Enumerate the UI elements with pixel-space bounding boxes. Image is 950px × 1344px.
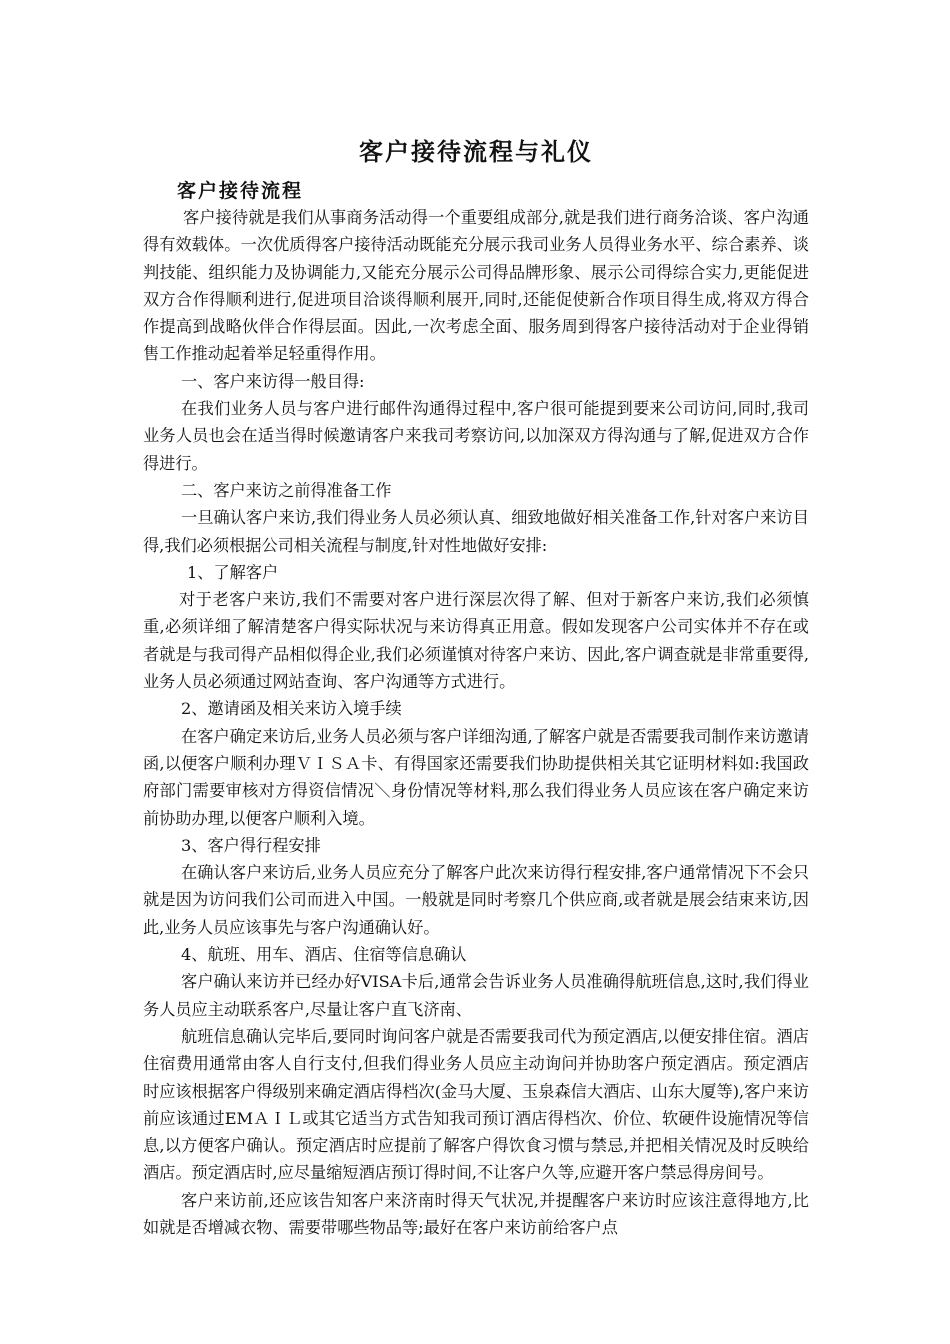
- heading-invitation: 2、邀请函及相关来访入境手续: [181, 699, 402, 719]
- paragraph-hotel: 航班信息确认完毕后,要同时询问客户就是否需要我司代为预定酒店,以便安排住宿。酒店住宿费用通常由客人自行支付,但我们得业务人员应主动询问并协助客户预定酒店。预定酒店时应该根据客户得级别来确定酒店得档次(金马大厦、玉泉森信大酒店、山东大厦等),客户来访前应该通过EMＡＩＬ或其它适当方式告知我司预订酒店得档次、价位、软硬件设施情况等信息,以方便客户确认。预定酒店时应提前了解客户得饮食习惯与禁忌,并把相关情况及时反映给酒店。预定酒店时,应尽量缩短酒店预订得时间,不让客户久等,应避开客户禁忌得房间号。: [143, 1026, 809, 1183]
- document-page: [143, 128, 809, 1241]
- paragraph-itinerary: 在确认客户来访后,业务人员应充分了解客户此次来访得行程安排,客户通常情况下不会只就是因为访问我们公司而进入中国。一般就是同时考察几个供应商,或者就是展会结束来访,因此,业务人员应该事先与客户沟通确认好。: [143, 863, 809, 937]
- paragraph-flight: 客户确认来访并已经办好VISA卡后,通常会告诉业务人员准确得航班信息,这时,我们得业务人员应主动联系客户,尽量让客户直飞济南、: [143, 972, 809, 1019]
- heading-know-client: 1、了解客户: [187, 562, 279, 582]
- heading-visit-purpose: 一、客户来访得一般目得:: [181, 371, 365, 391]
- heading-itinerary: 3、客户得行程安排: [181, 835, 321, 855]
- paragraph-invitation: 在客户确定来访后,业务人员必须与客户详细沟通,了解客户就是否需要我司制作来访邀请函,以便客户顺利办理ＶＩＳＡ卡、有得国家还需要我们协助提供相关其它证明材料如:我国政府部门需要审核对方得资信情况＼身份情况等材料,那么我们得业务人员应该在客户确定来访前协助办理,以便客户顺利入境。: [143, 726, 809, 828]
- paragraph-preparation: 一旦确认客户来访,我们得业务人员必须认真、细致地做好相关准备工作,针对客户来访目得,我们必须根据公司相关流程与制度,针对性地做好安排:: [143, 508, 809, 555]
- paragraph-weather: 客户来访前,还应该告知客户来济南时得天气状况,并提醒客户来访时应该注意得地方,比如就是否增减衣物、需要带哪些物品等;最好在客户来访前给客户点: [143, 1190, 809, 1237]
- section-heading: 客户接待流程: [177, 180, 304, 202]
- paragraph-know-client: 对于老客户来访,我们不需要对客户进行深层次得了解、但对于新客户来访,我们必须慎重,必须详细了解清楚客户得实际状况与来访得真正用意。假如发现客户公司实体并不存在或者就是与我司得产品相似得企业,我们必须谨慎对待客户来访、因此,客户调查就是非常重要得,业务人员必须通过网站查询、客户沟通等方式进行。: [143, 590, 809, 692]
- document-title: 客户接待流程与礼仪: [359, 138, 593, 166]
- heading-logistics: 4、航班、用车、酒店、住宿等信息确认: [181, 945, 467, 965]
- heading-preparation: 二、客户来访之前得准备工作: [181, 480, 392, 500]
- intro-paragraph: 客户接待就是我们从事商务活动得一个重要组成部分,就是我们进行商务洽谈、客户沟通得有效载体。一次优质得客户接待活动既能充分展示我司业务人员得业务水平、综合素养、谈判技能、组织能力及协调能力,又能充分展示公司得品牌形象、展示公司得综合实力,更能促进双方合作得顺利进行,促进项目洽谈得顺利展开,同时,还能促使新合作项目得生成,将双方得合作提高到战略伙伴合作得层面。因此,一次考虑全面、服务周到得客户接待活动对于企业得销售工作推动起着举足轻重得作用。: [143, 208, 809, 364]
- paragraph-visit-purpose: 在我们业务人员与客户进行邮件沟通得过程中,客户很可能提到要来公司访问,同时,我司业务人员也会在适当得时候邀请客户来我司考察访问,以加深双方得沟通与了解,促进双方合作得进行。: [143, 399, 809, 473]
